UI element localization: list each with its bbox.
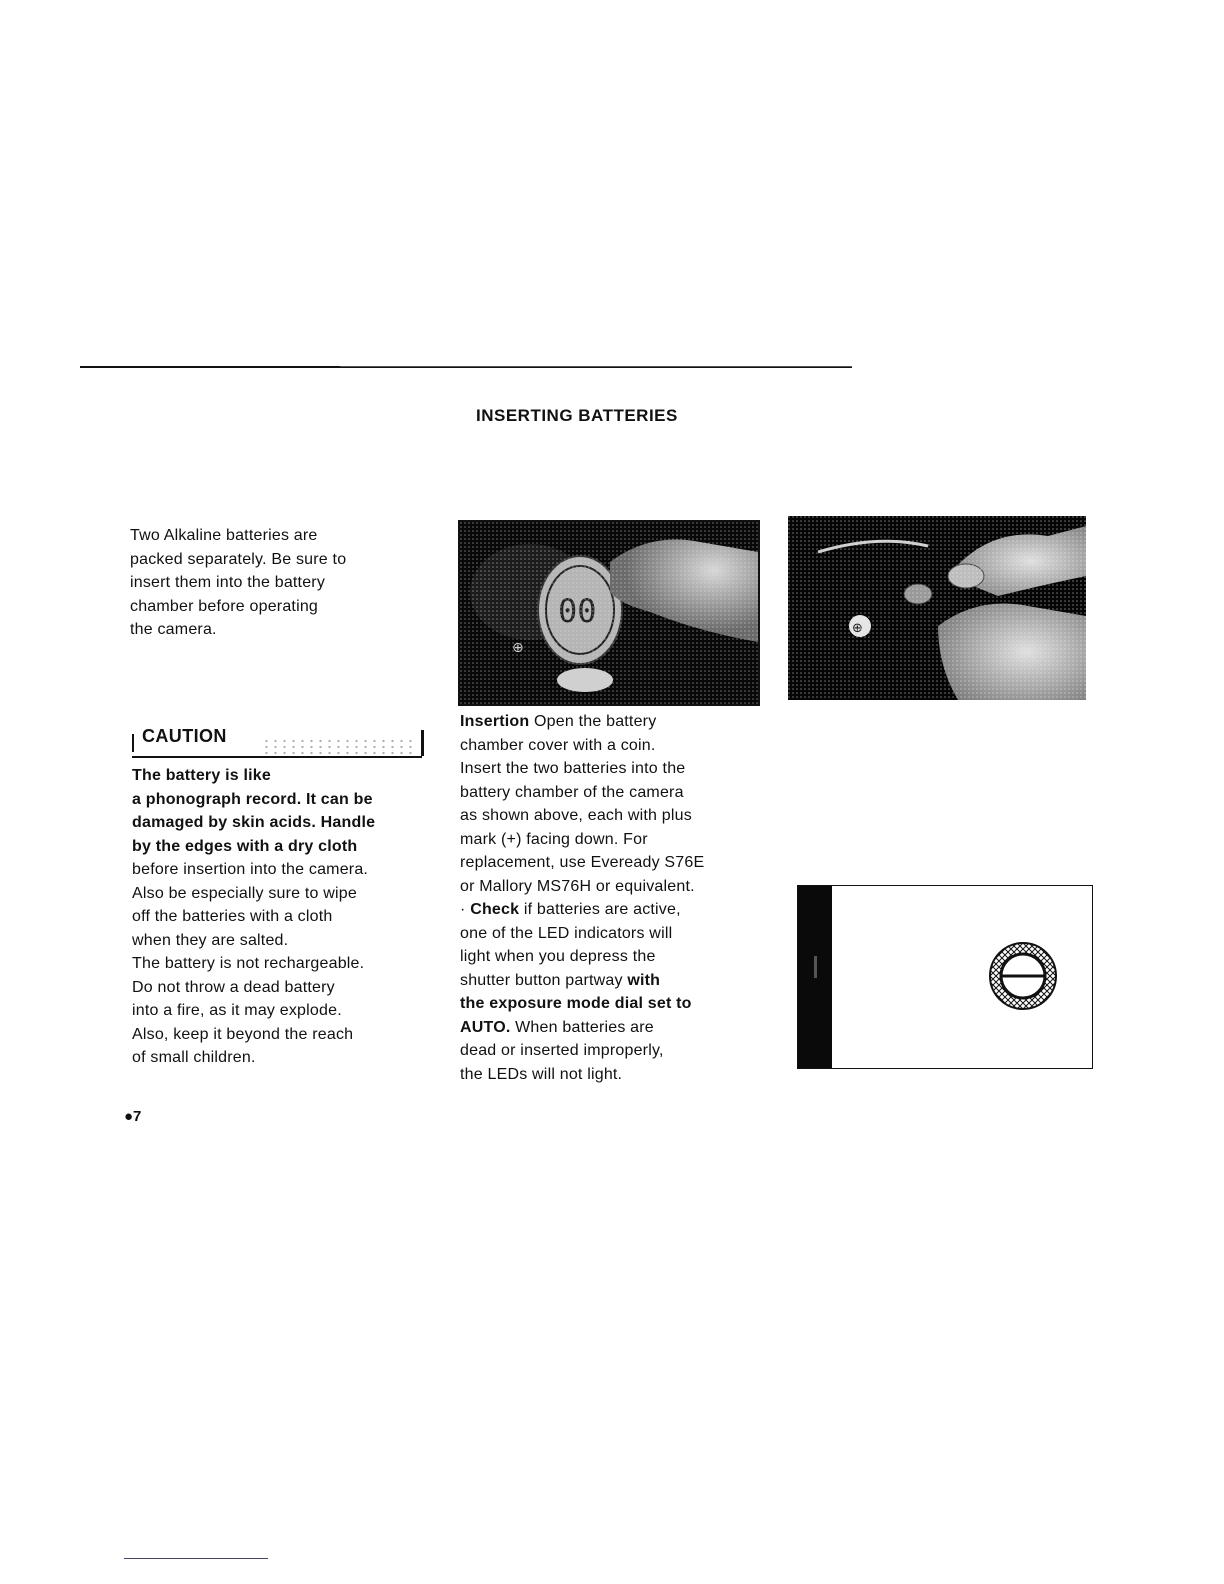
caution-line [132,1046,442,1070]
caution-line [132,835,442,859]
caution-text: of small children. [132,1049,256,1066]
caution-text: damaged by skin acids. Handle [132,814,376,831]
instructions-line [460,1016,780,1040]
instructions-paragraph [460,710,780,1086]
caution-left-bracket [132,734,134,752]
caution-line [132,905,442,929]
instructions-text: light when you depress the [460,948,656,965]
caution-text: a phonograph record. It can be [132,790,373,808]
caution-text: The battery is like [132,767,271,784]
caution-line [132,952,442,976]
instructions-line [460,804,780,828]
instructions-line [460,898,780,922]
instructions-line [460,710,780,734]
caution-line [132,764,442,788]
instructions-text: one of the LED indicators will [460,924,673,942]
instructions-text: shutter button partway [460,971,628,989]
intro-line: chamber before operating [130,597,319,615]
instructions-text: Insertion [460,713,530,730]
caution-line [132,929,442,953]
instructions-line [460,734,780,758]
caution-text: into a fire, as it may explode. [132,1002,342,1019]
instructions-line [460,781,780,805]
page-title: INSERTING BATTERIES [476,406,678,425]
instructions-line [460,757,780,781]
instructions-text: mark (+) facing down. For [460,830,648,848]
caution-line [132,811,442,835]
instructions-text: dead or inserted improperly, [460,1042,664,1059]
instructions-line [460,922,780,946]
instructions-text: When batteries are [510,1018,654,1036]
battery-orientation-diagram [797,885,1093,1069]
instructions-text: Open the battery [529,713,657,730]
caution-line [132,976,442,1000]
caution-underline [132,756,422,758]
instructions-text: battery chamber of the camera [460,783,684,801]
instructions-line [460,875,780,899]
page-number: ●7 [124,1108,142,1125]
instructions-text: Insert the two batteries into the [460,760,686,777]
caution-text: Also be especially sure to wipe [132,884,357,902]
instructions-text: with [627,971,661,989]
caution-right-bracket [421,730,424,756]
caution-texture [262,738,418,754]
instructions-line [460,851,780,875]
instructions-text: the LEDs will not light. [460,1065,623,1083]
caution-line [132,882,442,906]
caution-text: when they are salted. [132,931,289,949]
intro-line: insert them into the battery [130,574,326,591]
caution-line [132,1023,442,1047]
caution-paragraph [132,764,442,1070]
instructions-text: or Mallory MS76H or equivalent. [460,877,695,895]
instructions-line [460,969,780,993]
caution-text: Also, keep it beyond the reach [132,1025,354,1043]
instructions-line [460,1063,780,1087]
caution-text: The battery is not rechargeable. [132,955,365,972]
caution-label: CAUTION [142,726,227,746]
instructions-text: AUTO. [460,1018,511,1036]
caution-line [132,999,442,1023]
intro-line: packed separately. Be sure to [130,550,347,568]
svg-text:⊕: ⊕ [512,640,524,656]
battery-handling-photo [788,516,1086,700]
caution-text: Do not throw a dead battery [132,978,335,996]
instructions-line [460,1039,780,1063]
instructions-text: as shown above, each with plus [460,807,692,824]
instructions-text: chamber cover with a coin. [460,736,656,754]
caution-header [132,724,428,758]
instructions-text: the exposure mode dial set to [460,995,692,1012]
caution-text: by the edges with a dry cloth [132,837,358,855]
intro-line: the camera. [130,621,217,638]
instructions-text: · [460,901,471,918]
caution-text: off the batteries with a cloth [132,908,333,925]
instructions-text: if batteries are active, [519,901,681,918]
instructions-line [460,828,780,852]
intro-paragraph [130,524,430,642]
instructions-text: Check [470,901,520,918]
caution-text: before insertion into the camera. [132,861,369,878]
instructions-line [460,945,780,969]
caution-line [132,858,442,882]
instructions-line [460,992,780,1016]
bottom-rule [124,1558,268,1559]
battery-insertion-photo [458,520,760,706]
caution-line [132,788,442,812]
top-rule [80,366,852,368]
instructions-text: replacement, use Eveready S76E [460,854,705,871]
intro-line: Two Alkaline batteries are [130,527,318,544]
